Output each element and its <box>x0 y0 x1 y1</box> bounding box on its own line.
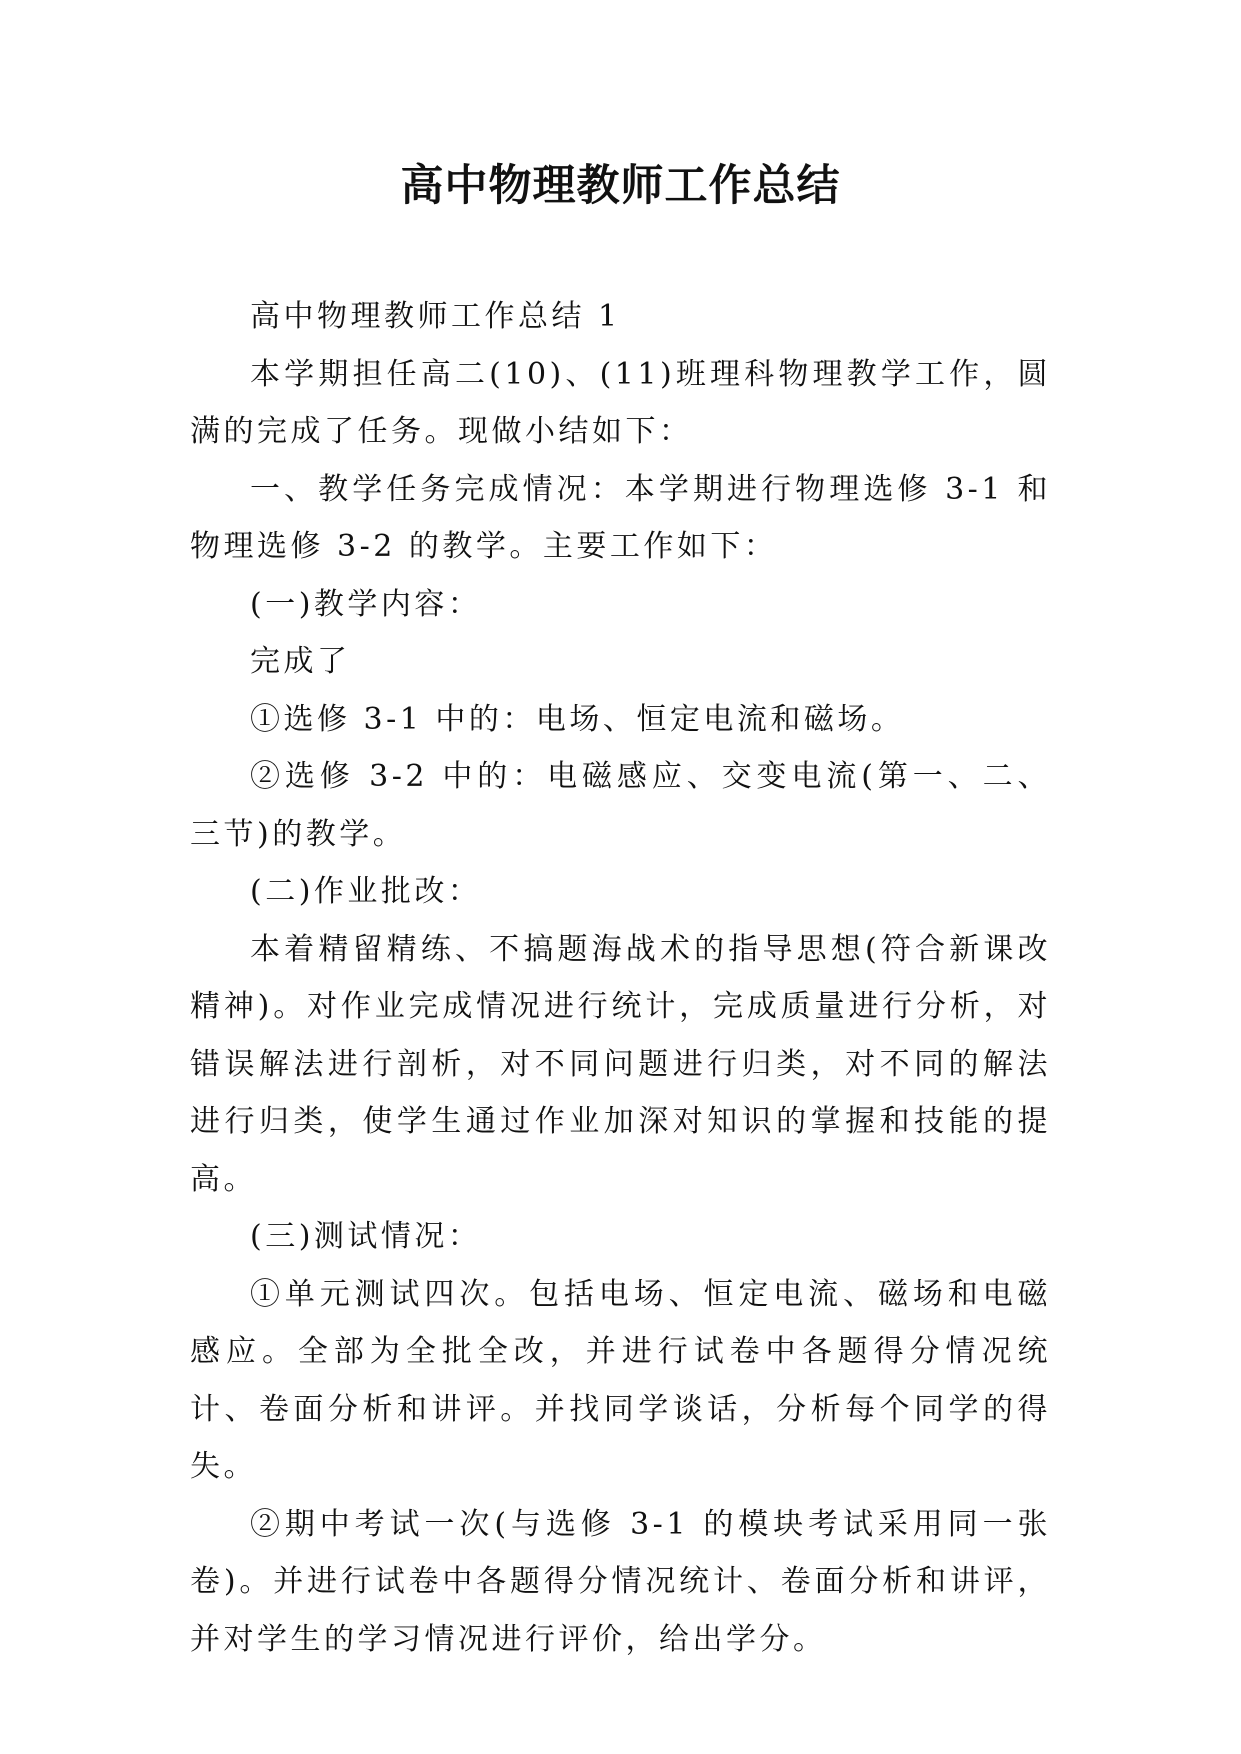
list-item: ②期中考试一次(与选修 3-1 的模块考试采用同一张卷)。并进行试卷中各题得分情况统计、卷面分析和讲评，并对学生的学习情况进行评价，给出学分。 <box>190 1506 1051 1657</box>
section-heading: 高中物理教师工作总结 1 <box>250 299 621 334</box>
list-item: ①选修 3-1 中的：电场、恒定电流和磁场。 <box>250 701 905 737</box>
subheading: (一)教学内容： <box>250 586 482 622</box>
paragraph: 完成了 <box>250 644 351 679</box>
list-item: ①单元测试四次。包括电场、恒定电流、磁场和电磁感应。全部为全批全改，并进行试卷中各题得分情况统计、卷面分析和讲评。并找同学谈话，分析每个同学的得失。 <box>190 1276 1051 1484</box>
document-body <box>190 288 1051 1668</box>
paragraph: 本学期担任高二(10)、(11)班理科物理教学工作，圆满的完成了任务。现做小结如下： <box>190 356 1051 449</box>
subheading: (三)测试情况： <box>250 1219 482 1254</box>
subheading: (二)作业批改： <box>250 874 482 909</box>
paragraph: 一、教学任务完成情况：本学期进行物理选修 3-1 和物理选修 3-2 的教学。主要工作如下： <box>190 471 1051 564</box>
list-item: ②选修 3-2 中的：电磁感应、交变电流(第一、二、三节)的教学。 <box>190 759 1051 852</box>
document-title: 高中物理教师工作总结 <box>400 161 841 211</box>
paragraph: 本着精留精练、不搞题海战术的指导思想(符合新课改精神)。对作业完成情况进行统计，完成质量进行分析，对错误解法进行剖析，对不同问题进行归类，对不同的解法进行归类，使学生通过作业加深对知识的掌握和技能的提高。 <box>190 931 1051 1197</box>
